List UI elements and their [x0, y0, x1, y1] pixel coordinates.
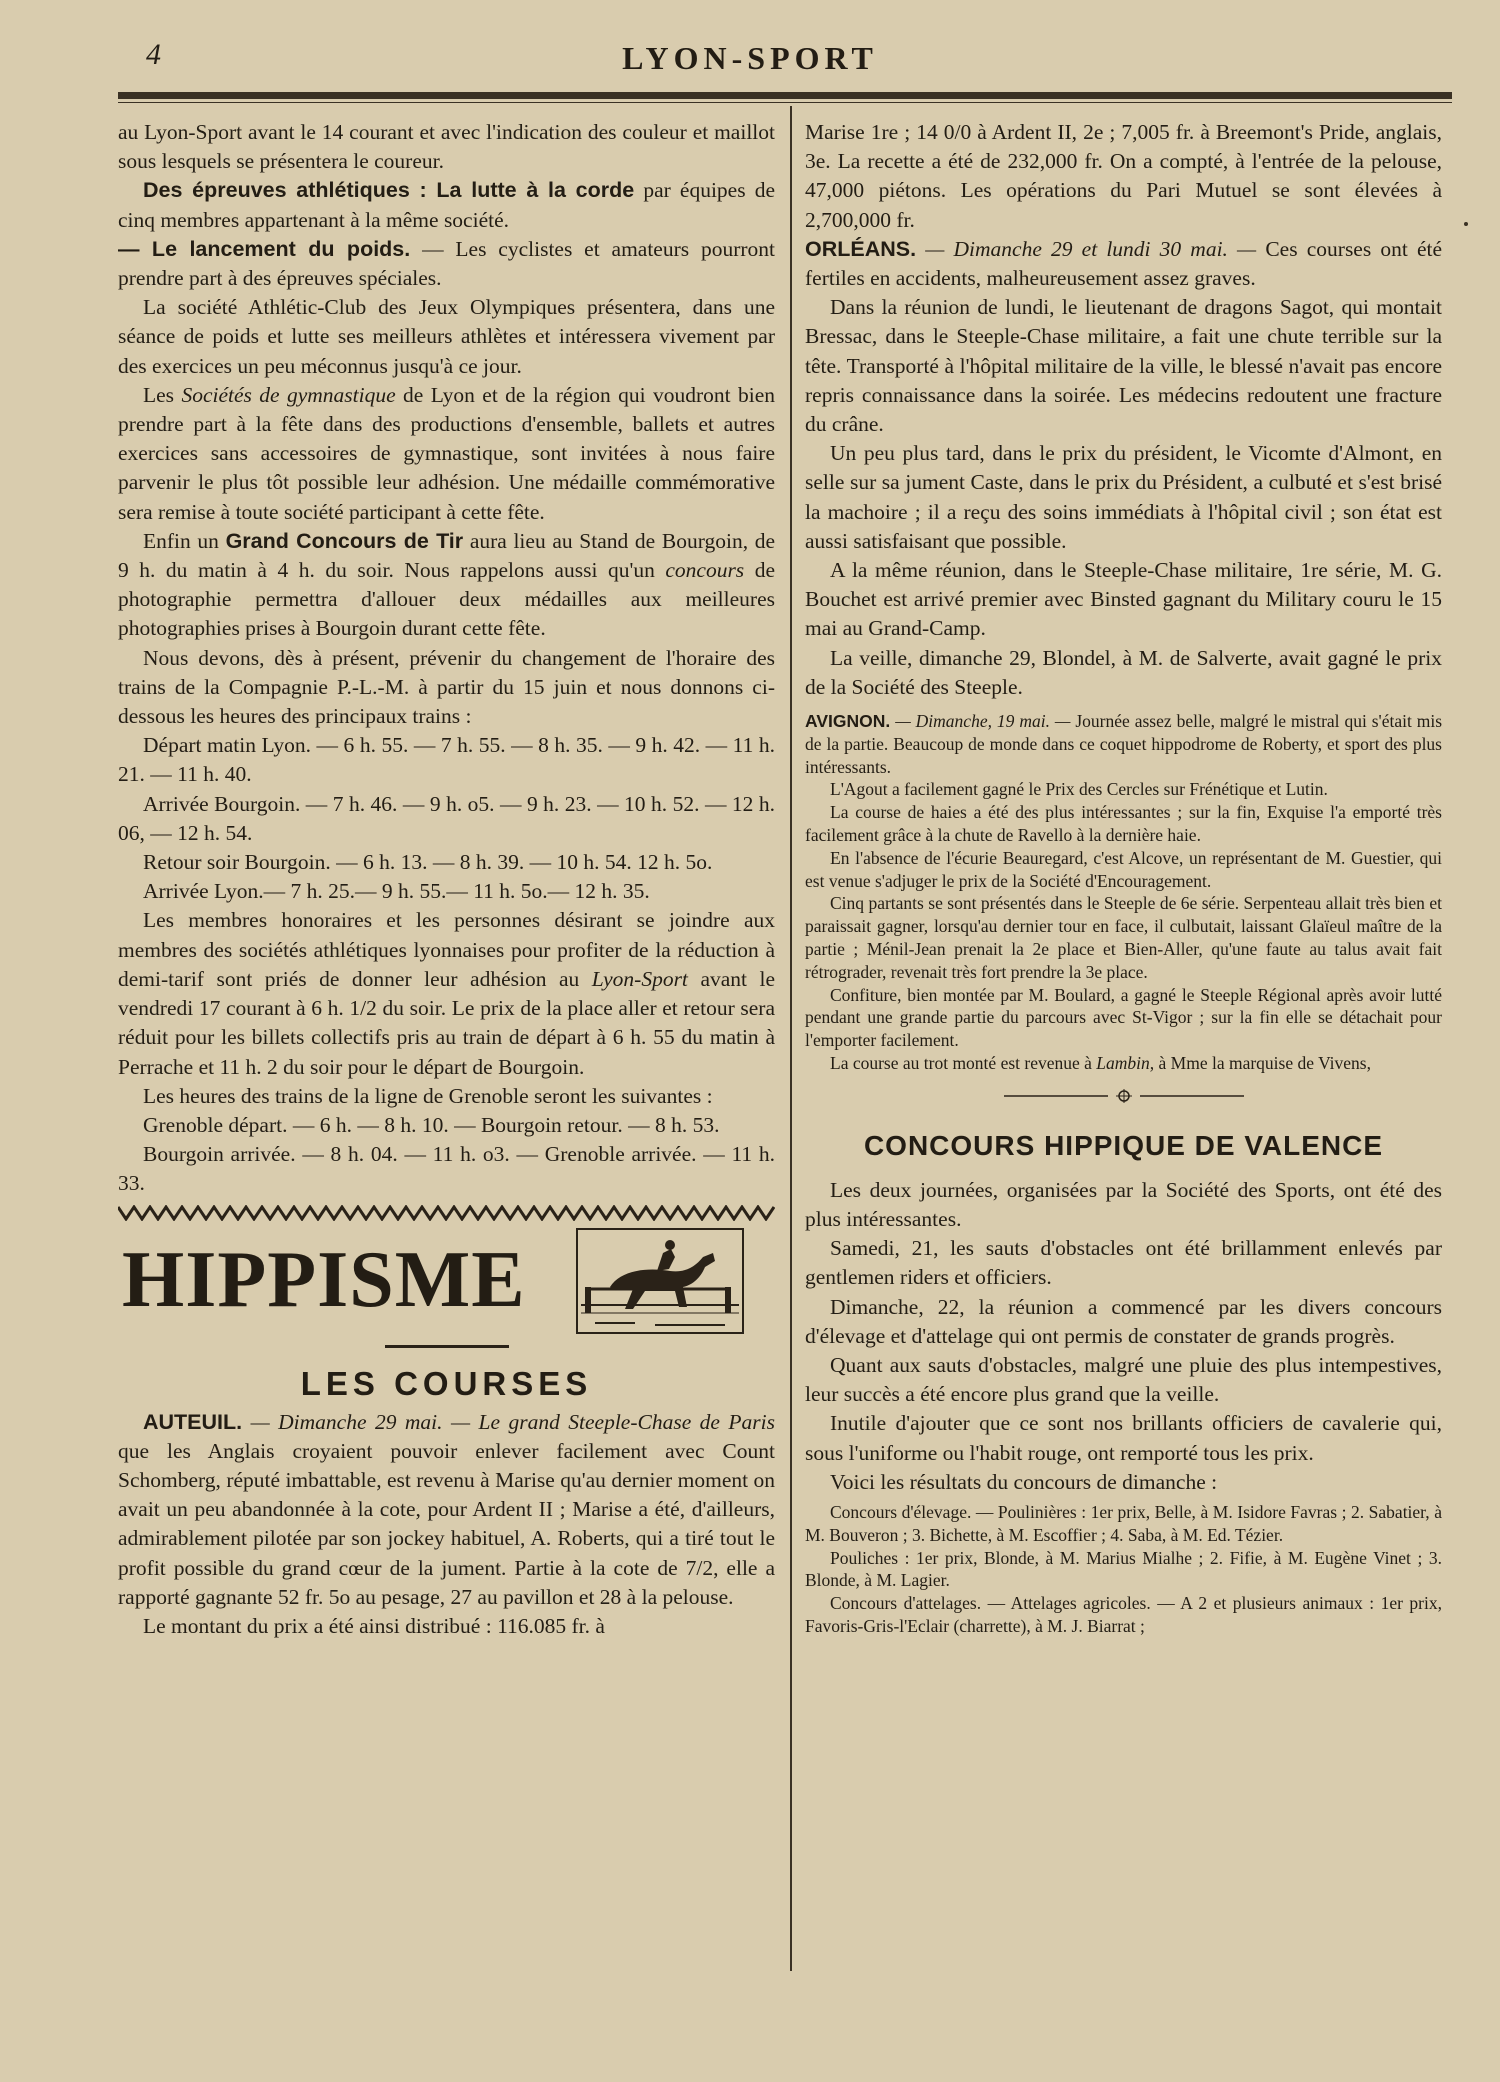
italic-text: Lyon-Sport — [591, 966, 688, 991]
text: Un peu plus tard, dans le prix du président, le Vicomte d'Almont, en selle sur sa jument Caste, dans le prix du Président, a culbuté et s'est brisé la machoire ; il a reçu des soins immédiats à l'hôpital civil ; son état est aussi satisfaisant que possible. — [805, 441, 1442, 553]
results-paragraph — [805, 1547, 1442, 1593]
hippisme-title: HIPPISME — [122, 1235, 526, 1324]
paragraph — [118, 527, 775, 644]
header-rule-thin — [118, 102, 1452, 103]
text: Marise 1re ; 14 0/0 à Ardent II, 2e ; 7,005 fr. à Breemont's Pride, anglais, 3e. La recette a été de 232,000 fr. On a compté, à l'entrée de la pelouse, 47,000 piétons. Les opérations du Pari Mutuel se sont élevées à 2,700,000 fr. — [805, 120, 1442, 232]
text: au Lyon-Sport avant le 14 courant et avec l'indication des couleur et maillot sous lesquels se présentera le coureur. — [118, 120, 775, 174]
text: Ces courses ont été fertiles en accidents, malheureusement assez graves. — [805, 236, 1442, 291]
paragraph — [805, 984, 1442, 1052]
paragraph — [805, 778, 1442, 801]
paragraph — [805, 439, 1442, 556]
text: Nous devons, dès à présent, prévenir du changement de l'horaire des trains de la Compagnie P.-L.-M. à partir du 15 juin et nous donnons ci-dessous les heures des principaux trains : — [118, 645, 775, 729]
text: Quant aux sauts d'obstacles, malgré une pluie des plus intempestives, leur succès a été encore plus grand que la veille. — [805, 1353, 1442, 1407]
paragraph — [805, 1351, 1442, 1409]
ink-dot — [1464, 222, 1468, 226]
train-schedule-line — [118, 790, 775, 848]
italic-text: — Dimanche, 19 mai. — — [895, 711, 1071, 732]
paragraph — [805, 644, 1442, 702]
italic-text: concours — [665, 558, 745, 583]
train-schedule-line — [118, 848, 775, 877]
text: aura lieu au Stand de Bourgoin, de 9 h. du matin à 4 h. du soir. Nous rappelons aussi qu'un — [118, 528, 775, 583]
section-title-courses: LES COURSES — [300, 1364, 593, 1402]
text: Concours d'attelages. — Attelages agricoles. — A 2 et plusieurs animaux : 1er prix, Favoris-Gris-l'Eclair (charrette), à M. J. Biarrat ; — [805, 1593, 1442, 1637]
masthead-title: LYON-SPORT — [622, 40, 878, 76]
text: de Lyon et de la région qui voudront bien prendre part à la fête dans des productions d'ensemble, ballets et autres exercices sans accessoires de gymnastique, sont invitées à nous faire parvenir le plus tôt possible leur adhésion. Une médaille commémorative sera remise à toute société participant à cette fête. — [118, 382, 775, 524]
italic-text: Lambin, — [1096, 1053, 1155, 1074]
paragraph — [805, 1176, 1442, 1234]
racehorse-jockey-icon — [575, 1227, 745, 1335]
text: Bourgoin arrivée. — 8 h. 04. — 11 h. o3. — Grenoble arrivée. — 11 h. 33. — [118, 1142, 775, 1196]
text: En l'absence de l'écurie Beauregard, c'est Alcove, un représentant de M. Guestier, qui est venue s'adjuger le prix de la Société d'Encouragement. — [805, 847, 1442, 891]
text: L'Agout a facilement gagné le Prix des Cercles sur Frénétique et Lutin. — [830, 779, 1328, 800]
bold-heading: AUTEUIL. — [143, 1409, 243, 1434]
paragraph — [118, 1408, 775, 1612]
paragraph — [805, 1409, 1442, 1467]
bold-heading: AVIGNON. — [805, 711, 891, 732]
right-column — [805, 118, 1442, 1968]
paragraph — [805, 235, 1442, 293]
text: Arrivée Lyon.— 7 h. 25.— 9 h. 55.— 11 h. 5o.— 12 h. 35. — [143, 879, 650, 904]
text: que les Anglais croyaient pouvoir enlever facilement avec Count Schomberg, réputé imbattable, est revenu à Marise qu'au dernier moment on avait un peu abandonnée à la cote, pour Ardent II ; Marise a été, d'ailleurs, admirablement pilotée par son jockey habituel, A. Roberts, qui a tiré tout le profit possible du grand cœur de la jument. Partie à la cote de 7/2, elle a rapporté gagnante 52 fr. 5o au pesage, 27 au pavillon et 28 à la pelouse. — [118, 1438, 775, 1609]
text: La course de haies a été des plus intéressantes ; sur la fin, Exquise l'a emporté très facilement grâce à la chute de Ravello à la dernière haie. — [805, 802, 1442, 846]
paragraph — [118, 644, 775, 732]
paragraph — [805, 1234, 1442, 1292]
text: A la même réunion, dans le Steeple-Chase militaire, 1re série, M. G. Bouchet est arrivé premier avec Binsted gagnant du Military couru le 15 mai au Grand-Camp. — [805, 558, 1442, 641]
paragraph — [805, 892, 1442, 983]
text: Retour soir Bourgoin. — 6 h. 13. — 8 h. 39. — 10 h. 54. 12 h. 5o. — [143, 850, 713, 875]
hippisme-header — [118, 1227, 775, 1337]
paragraph — [118, 118, 775, 176]
text: Voici les résultats du concours de dimanche : — [830, 1469, 1218, 1494]
text: Enfin un — [143, 528, 219, 553]
text: Départ matin Lyon. — 6 h. 55. — 7 h. 55. — 8 h. 35. — 9 h. 42. — 11 h. 21. — 11 h. 40. — [118, 733, 775, 787]
text: Confiture, bien montée par M. Boulard, a gagné le Steeple Régional après avoir lutté pendant une grande partie du parcours avec St-Vigor ; sur la fin elle se détachait pour l'emporter facilement. — [805, 984, 1442, 1051]
text: Grenoble départ. — 6 h. — 8 h. 10. — Bourgoin retour. — 8 h. 53. — [143, 1112, 720, 1137]
section-title-concours: CONCOURS HIPPIQUE DE VALENCE — [863, 1129, 1384, 1161]
italic-text: — Dimanche 29 et lundi 30 mai. — — [925, 236, 1257, 261]
text: La course au trot monté est revenue à — [830, 1053, 1092, 1074]
paragraph — [118, 1612, 775, 1641]
results-paragraph — [805, 1501, 1442, 1547]
bold-heading: ORLÉANS. — [805, 236, 917, 261]
text: Le montant du prix a été ainsi distribué : 116.085 fr. à — [143, 1613, 605, 1638]
train-schedule-line — [118, 877, 775, 906]
ornament-icon — [1004, 1089, 1244, 1103]
paragraph — [805, 1468, 1442, 1497]
text: Les — [143, 382, 175, 407]
text: Cinq partants se sont présentés dans le Steeple de 6e série. Serpenteau allait très bien et paraissait gagner, lorsqu'au dernier tour en face, il culbutait, laissant Glaïeul maître de la partie ; Ménil-Jean prenait la 2e place et Bien-Aller, qu'une faute au talus avait fait rétrograder, revenait très fort prendre la 3e place. — [805, 893, 1442, 982]
paragraph — [805, 118, 1442, 235]
paragraph — [805, 556, 1442, 644]
paragraph — [805, 293, 1442, 439]
text: La veille, dimanche 29, Blondel, à M. de Salverte, avait gagné le prix de la Société des Steeple. — [805, 645, 1442, 699]
paragraph — [805, 1293, 1442, 1351]
train-schedule-line — [118, 1140, 775, 1198]
text: Concours d'élevage. — Poulinières : 1er prix, Belle, à M. Isidore Favras ; 2. Sabatier, à M. Bouveron ; 3. Bichette, à M. Escoffier ; 4. Saba, à M. Ed. Tézier. — [805, 1502, 1442, 1545]
paragraph — [118, 235, 775, 293]
text: Inutile d'ajouter que ce sont nos brillants officiers de cavalerie qui, sous l'uniforme ou l'habit rouge, ont remporté tous les prix. — [805, 1411, 1442, 1465]
paragraph — [118, 381, 775, 527]
title-underline — [385, 1345, 509, 1348]
paragraph — [118, 1082, 775, 1111]
text: de photographie permettra d'allouer deux médailles aux meilleures photographies prises à Bourgoin durant cette fête. — [118, 558, 775, 641]
text: Arrivée Bourgoin. — 7 h. 46. — 9 h. o5. — 9 h. 23. — 10 h. 52. — 12 h. 06, — 12 h. 54. — [118, 791, 775, 845]
bold-heading: Grand Concours de Tir — [225, 528, 464, 553]
italic-text: Sociétés de gymnastique — [181, 382, 396, 407]
text: Journée assez belle, malgré le mistral qui s'était mis de la partie. Beaucoup de monde dans ce coquet hippodrome de Roberty, et sport des plus intéressants. — [805, 711, 1442, 777]
paragraph — [805, 847, 1442, 893]
paragraph — [118, 176, 775, 234]
page-number: 4 — [146, 38, 161, 71]
ornament-divider — [805, 1089, 1442, 1108]
text: Samedi, 21, les sauts d'obstacles ont été brillamment enlevés par gentlemen riders et officiers. — [805, 1236, 1442, 1290]
text: Pouliches : 1er prix, Blonde, à M. Marius Mialhe ; 2. Fifie, à M. Eugène Vinet ; 3. Blonde, à M. Lagier. — [805, 1547, 1442, 1591]
text: Dimanche, 22, la réunion a commencé par les divers concours d'élevage et d'attelage qui ont permis de constater de grands progrès. — [805, 1294, 1442, 1348]
text: par équipes de cinq membres appartenant à la même société. — [118, 178, 775, 232]
train-schedule-line — [118, 1111, 775, 1140]
paragraph — [118, 293, 775, 381]
text: à Mme la marquise de Vivens, — [1158, 1053, 1371, 1074]
column-separator — [790, 106, 792, 1971]
italic-text: — Dimanche 29 mai. — Le grand Steeple-Chase de Paris — [250, 1409, 775, 1434]
bold-heading: Des épreuves athlétiques : La lutte à la corde — [143, 178, 635, 203]
text: Les deux journées, organisées par la Société des Sports, ont été des plus intéressantes. — [805, 1177, 1442, 1232]
text: Les membres honoraires et les personnes désirant se joindre aux membres des sociétés athlétiques lyonnaises pour profiter de la réduction à demi-tarif sont priés de donner leur adhésion au — [118, 908, 775, 991]
text: La société Athlétic-Club des Jeux Olympiques présentera, dans une séance de poids et lutte ses meilleurs athlètes et intéressera vivement par des exercices un peu méconnus jusqu'à ce jour. — [118, 295, 775, 378]
left-column — [118, 118, 775, 1968]
text: Les heures des trains de la ligne de Grenoble seront les suivantes : — [143, 1083, 713, 1108]
text: — Les cyclistes et amateurs pourront prendre part à des épreuves spéciales. — [118, 236, 775, 291]
paragraph — [805, 801, 1442, 847]
zigzag-divider — [118, 1205, 775, 1221]
bold-heading: — Le lancement du poids. — [118, 236, 411, 261]
paragraph — [805, 1052, 1442, 1075]
results-paragraph — [805, 1592, 1442, 1638]
train-schedule-line — [118, 731, 775, 789]
paragraph — [118, 906, 775, 1081]
header-rule-thick — [118, 92, 1452, 99]
text: avant le vendredi 17 courant à 6 h. 1/2 du soir. Le prix de la place aller et retour sera réduit pour les billets collectifs pris au train de départ à 6 h. 55 du matin à Perrache et 11 h. 2 du soir pour le départ de Bourgoin. — [118, 966, 775, 1079]
text: Dans la réunion de lundi, le lieutenant de dragons Sagot, qui montait Bressac, dans le Steeple-Chase militaire, a fait une chute terrible sur la tête. Transporté à l'hôpital militaire de la ville, le blessé n'avait pas encore repris connaissance dans la soirée. Les médecins redoutent une fracture du crâne. — [805, 295, 1442, 437]
paragraph — [805, 710, 1442, 778]
